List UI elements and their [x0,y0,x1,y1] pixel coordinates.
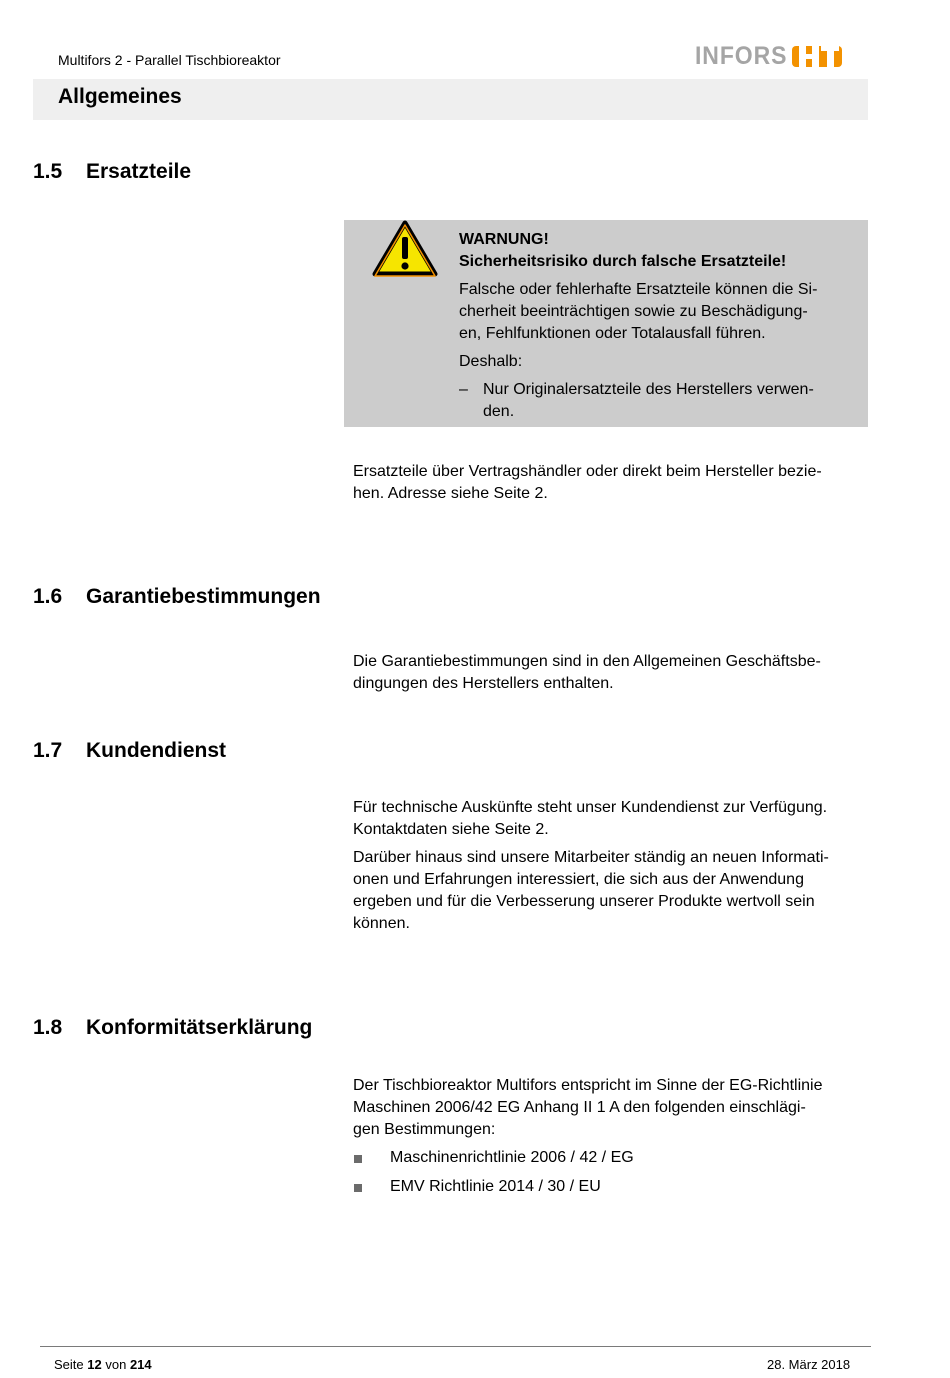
text-line: können. [353,915,410,932]
page-separator: von [105,1357,127,1372]
text-line: Der Tischbioreaktor Multifors entspricht im Sinne der EG-Richtlinie [353,1077,823,1094]
text-line: Kontaktdaten siehe Seite 2. [353,821,549,838]
warning-body [459,279,859,345]
text-line: Falsche oder fehlerhafte Ersatzteile können die Si- [459,281,818,298]
section-number: 1.7 [33,739,63,762]
text-line: Maschinen 2006/42 EG Anhang II 1 A den folgenden einschlägi- [353,1099,806,1116]
section-heading-konformitaet [33,1016,312,1040]
text-line: gen Bestimmungen: [353,1121,496,1138]
section-number: 1.8 [33,1016,63,1039]
text-line: hen. Adresse siehe Seite 2. [353,485,548,502]
footer-divider [40,1346,871,1347]
document-title: Multifors 2 - Parallel Tischbioreaktor [58,52,281,68]
text-line: Darüber hinaus sind unsere Mitarbeiter ständig an neuen Informati- [353,849,829,866]
directive-list [353,1147,873,1205]
footer-date: 28. März 2018 [767,1357,851,1372]
text-line: dingungen des Herstellers enthalten. [353,675,614,692]
ht-logo-mark-icon [792,43,842,70]
page-prefix: Seite [54,1357,84,1372]
list-item-text: EMV Richtlinie 2014 / 30 / EU [390,1178,601,1195]
section-title: Ersatzteile [86,160,192,183]
text-line: cherheit beeinträchtigen sowie zu Beschädigung- [459,303,808,320]
text-line: en, Fehlfunktionen oder Totalausfall führen. [459,325,766,342]
logo-wordmark: INFORS [695,42,788,70]
warning-signal-word: WARNUNG! [459,231,549,248]
square-bullet-icon [354,1155,362,1163]
text-line: Für technische Auskünfte steht unser Kundendienst zur Verfügung. [353,799,828,816]
text-line: den. [483,403,515,420]
warning-headline: Sicherheitsrisiko durch falsche Ersatzteile! [459,253,787,270]
section-title: Konformitätserklärung [86,1016,313,1039]
section-heading-garantie [33,585,321,609]
paragraph-kundendienst [353,797,873,941]
warning-dash-item [459,379,859,423]
total-pages: 214 [129,1357,152,1372]
section-title: Kundendienst [86,739,226,762]
page-number [54,1357,152,1372]
text-line: ergeben und für die Verbesserung unserer Produkte wertvoll sein [353,893,815,910]
dash-marker: – [459,381,468,398]
warning-triangle-icon [372,220,438,278]
list-item-text: Maschinenrichtlinie 2006 / 42 / EG [390,1149,634,1166]
list-item [353,1147,873,1176]
list-item [353,1176,873,1205]
text-line: Nur Originalersatzteile des Herstellers verwen- [483,381,814,398]
warning-text [459,229,859,423]
section-title: Garantiebestimmungen [86,585,321,608]
text-line: onen und Erfahrungen interessiert, die sich aus der Anwendung [353,871,804,888]
section-heading-ersatzteile [33,160,191,184]
current-page: 12 [87,1357,102,1372]
infors-ht-logo [695,42,795,72]
section-number: 1.6 [33,585,63,608]
chapter-title: Allgemeines [58,85,182,108]
paragraph-konformitaet [353,1075,873,1147]
warning-therefore: Deshalb: [459,353,523,370]
paragraph-ersatzteile [353,461,873,511]
section-number: 1.5 [33,160,63,183]
square-bullet-icon [354,1184,362,1192]
text-line: Ersatzteile über Vertragshändler oder direkt beim Hersteller bezie- [353,463,822,480]
section-heading-kundendienst [33,739,226,763]
paragraph-garantie [353,651,873,701]
text-line: Die Garantiebestimmungen sind in den Allgemeinen Geschäftsbe- [353,653,821,670]
